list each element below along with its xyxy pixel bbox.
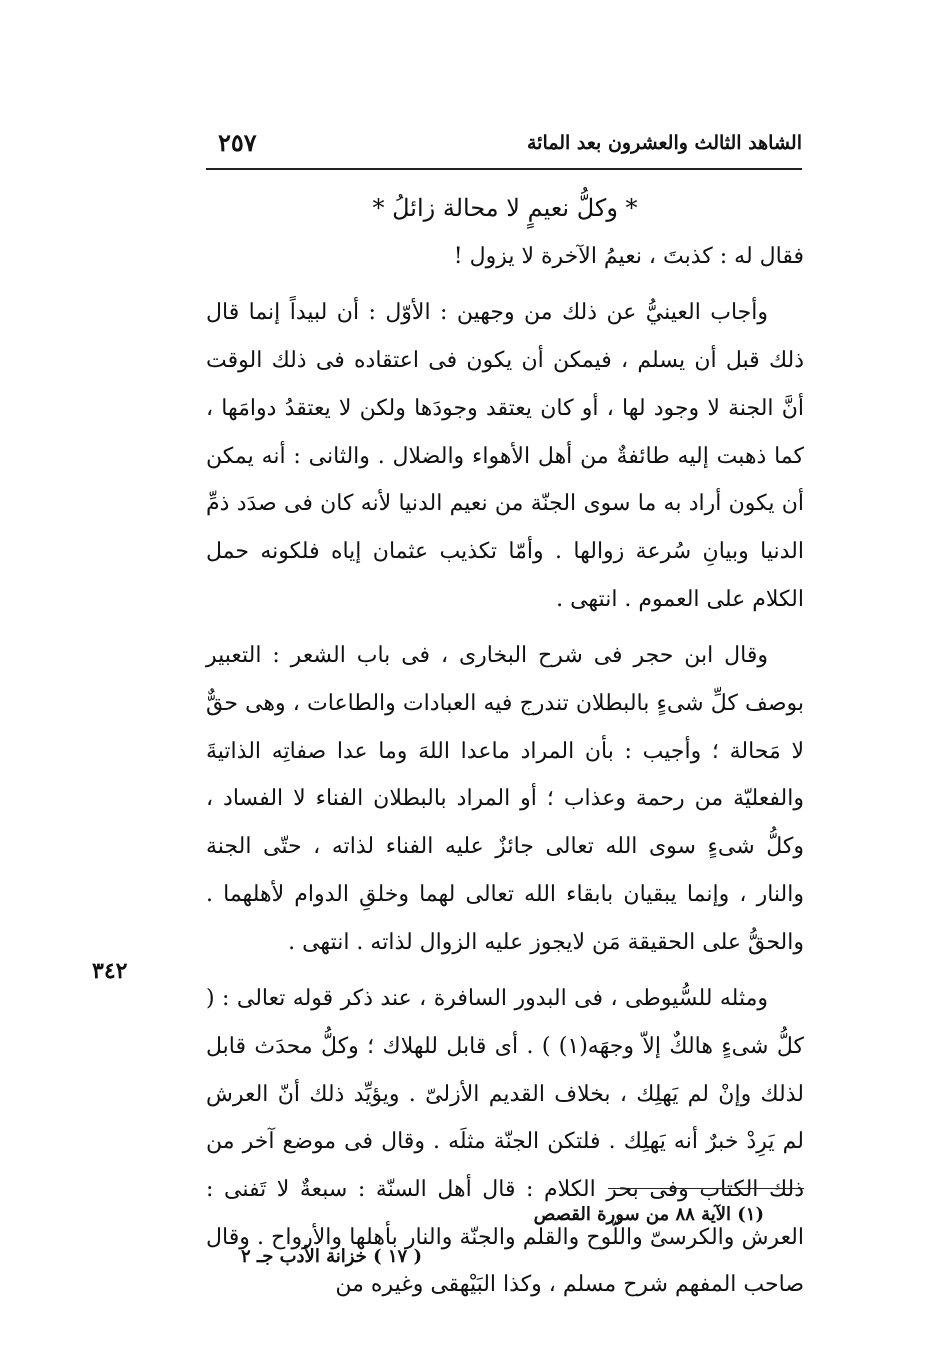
signature-line: ( ١٧ ) خزانة الأدب جـ ٢ (240, 1246, 422, 1267)
paragraph-4: ومثله للسُّيوطى ، فى البدور السافرة ، عند ذكر قوله تعالى : ( كلُّ شىءٍ هالكٌ إلاّ وجهَه(١) ) . أى قابل للهلاك ؛ وكلُّ محدَث قابل لذلك وإنْ لم يَهلِك ، بخلاف القديم الأزلىّ . ويؤيِّد ذلك أنّ العرش لم يَرِدْ خبرٌ أنه يَهلِك . فلتكن الجنّة مثلَه . وقال فى موضع آخر من ذلك الكتاب وفى بحر الكلام : قال أهل السنّة : سبعةٌ لا تَفنى : العرش والكرسىّ واللّوح والقلم والجنّة والنار بأهلها والأرواح . وقال صاحب المفهم شرح مسلم ، وكذا البَيْهقى وغيره من (206, 986, 804, 1298)
margin-page-number: ٣٤٢ (92, 958, 128, 984)
page-number: ٢٥٧ (218, 128, 257, 157)
running-title: الشاهد الثالث والعشرون بعد المائة (526, 132, 802, 154)
footnote: (١) الآية ٨٨ من سورة القصص (533, 1204, 764, 1225)
footnote-rule (608, 1188, 804, 1189)
paragraph-1: فقال له : كذبتَ ، نعيمُ الآخرة لا يزول ! (453, 243, 804, 269)
main-text (206, 185, 804, 1309)
page-header (206, 128, 802, 164)
header-rule (206, 168, 802, 170)
verse-line: * وكلُّ نعيمٍ لا محالة زائلُ * (372, 194, 638, 222)
paragraph-2: وأجاب العينيُّ عن ذلك من وجهين : الأوّل : أن لبيداً إنما قال ذلك قبل أن يسلم ، فيمكن أن يكون فى اعتقاده فى ذلك الوقت أنَّ الجنة لا وجود لها ، أو كان يعتقد وجودَها ولكن لا يعتقدُ دوامَها ، كما ذهبت إليه طائفةٌ من أهل الأهواء والضلال . والثانى : أنه يمكن أن يكون أراد به ما سوى الجنّة من نعيم الدنيا لأنه كان فى صدَد ذمِّ الدنيا وبيانِ سُرعة زوالها . وأمّا تكذيب عثمان إياه فلكونه حمل الكلام على العموم . انتهى . (206, 300, 804, 612)
paragraph-3: وقال ابن حجر فى شرح البخارى ، فى باب الشعر : التعبير بوصف كلِّ شىءٍ بالبطلان تندرج فيه العبادات والطاعات ، وهى حقٌّ لا مَحالة ؛ وأجيب : بأن المراد ماعدا اللهَ وما عدا صفاتِه الذاتيةَ والفعليّة من رحمة وعذاب ؛ أو المراد بالبطلان الفناء لا الفساد ، وكلُّ شىءٍ سوى الله تعالى جائزٌ عليه الفناء لذاته ، حتّى الجنة والنار ، وإنما يبقيان بابقاء الله تعالى لهما وخلقِ الدوام لأهلهما . والحقُّ على الحقيقة مَن لايجوز عليه الزوال لذاته . انتهى . (206, 643, 804, 955)
